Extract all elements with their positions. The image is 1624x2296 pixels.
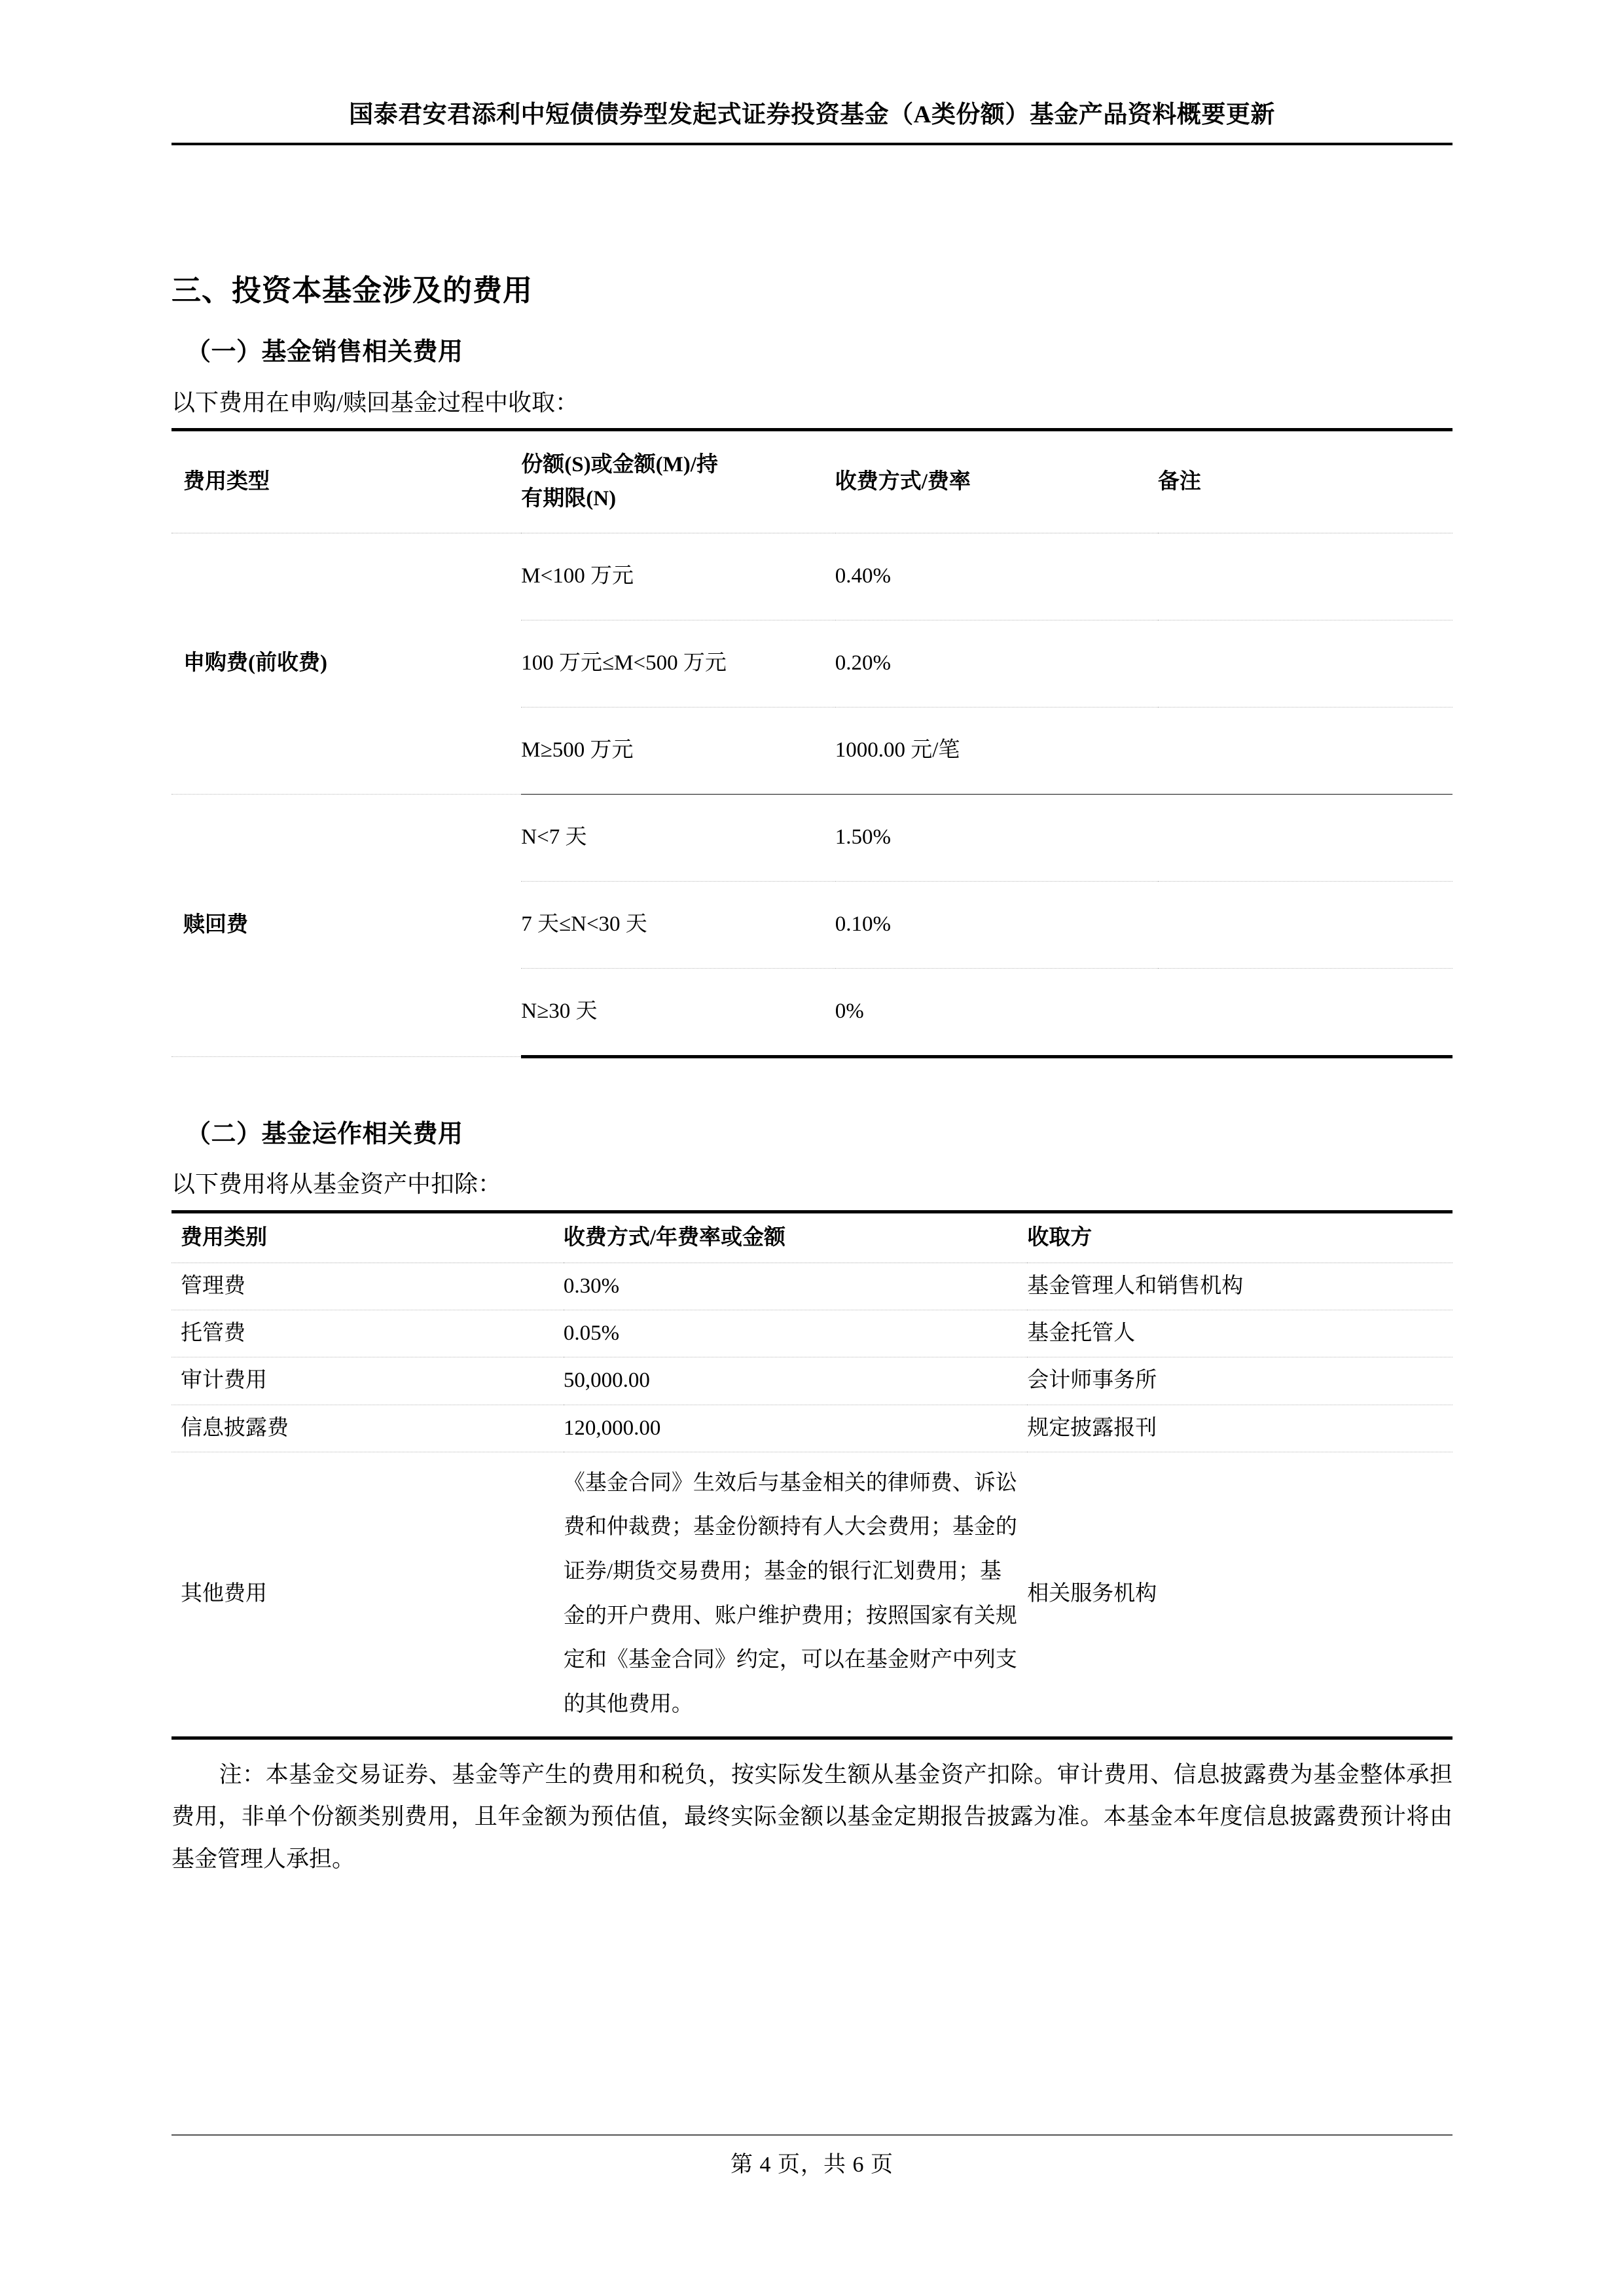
column-header-remark: 备注	[1158, 430, 1453, 533]
sales-fees-lead-text: 以下费用在申购/赎回基金过程中收取：	[171, 389, 579, 416]
fee-remark	[1158, 620, 1453, 707]
column-header-line-2: 有期限(N)	[521, 486, 617, 511]
column-header-charge-method-annual-rate: 收费方式/年费率或金额	[564, 1212, 1027, 1263]
table-row	[171, 1310, 1453, 1357]
table-header-row	[171, 1212, 1453, 1263]
fee-category: 托管费	[171, 1310, 564, 1357]
fee-rate-description: 《基金合同》生效后与基金相关的律师费、诉讼费和仲裁费；基金份额持有人大会费用；基金的证券/期货交易费用；基金的银行汇划费用；基金的开户费用、账户维护费用；按照国家有关规定和《基金合同》约定，可以在基金财产中列支的其他费用。	[564, 1452, 1027, 1738]
column-header-fee-type: 费用类型	[171, 430, 521, 533]
fee-condition: N≥30 天	[521, 968, 835, 1056]
fee-category: 审计费用	[171, 1357, 564, 1405]
column-header-line-1: 份额(S)或金额(M)/持	[521, 453, 718, 477]
operation-fees-table	[171, 1210, 1453, 1740]
table-header-row	[171, 430, 1453, 533]
fee-payee: 基金管理人和销售机构	[1027, 1263, 1453, 1310]
fee-remark	[1158, 533, 1453, 620]
table-row	[171, 1405, 1453, 1452]
table-row	[171, 1357, 1453, 1405]
table-row	[171, 533, 1453, 620]
fee-category: 信息披露费	[171, 1405, 564, 1452]
column-header-fee-category: 费用类别	[171, 1212, 564, 1263]
fee-condition: M<100 万元	[521, 533, 835, 620]
fee-group-label-purchase: 申购费(前收费)	[171, 533, 521, 794]
document-footer	[171, 2134, 1453, 2178]
header-rule	[171, 143, 1453, 145]
fee-remark	[1158, 968, 1453, 1056]
fee-remark	[1158, 794, 1453, 881]
fee-rate: 1000.00 元/笔	[835, 707, 1158, 794]
operation-fees-lead-text: 以下费用将从基金资产中扣除：	[171, 1171, 502, 1198]
column-header-amount-holding-period	[521, 430, 835, 533]
document-header	[171, 98, 1453, 145]
fee-rate: 50,000.00	[564, 1357, 1027, 1405]
fee-rate: 0.30%	[564, 1263, 1027, 1310]
fee-rate: 0.20%	[835, 620, 1158, 707]
fee-payee: 相关服务机构	[1027, 1452, 1453, 1738]
fee-condition: 7 天≤N<30 天	[521, 881, 835, 968]
subsection-heading-sales-fees: （一）基金销售相关费用	[186, 338, 463, 366]
fee-remark	[1158, 881, 1453, 968]
fee-rate: 0.10%	[835, 881, 1158, 968]
fee-payee: 规定披露报刊	[1027, 1405, 1453, 1452]
document-body	[171, 267, 1453, 1881]
subsection-heading-operation-fees: （二）基金运作相关费用	[186, 1120, 463, 1148]
fee-rate: 0.05%	[564, 1310, 1027, 1357]
sales-fees-table	[171, 428, 1453, 1058]
table-row	[171, 1263, 1453, 1310]
footer-rule	[171, 2134, 1453, 2136]
table-row	[171, 794, 1453, 881]
fee-condition: M≥500 万元	[521, 707, 835, 794]
column-header-charge-method-rate: 收费方式/费率	[835, 430, 1158, 533]
fee-condition: 100 万元≤M<500 万元	[521, 620, 835, 707]
section-heading: 三、投资本基金涉及的费用	[171, 274, 533, 307]
table-row	[171, 1452, 1453, 1738]
document-title: 国泰君安君添利中短债债券型发起式证券投资基金（A类份额）基金产品资料概要更新	[349, 101, 1275, 128]
note-text: 注：本基金交易证券、基金等产生的费用和税负，按实际发生额从基金资产扣除。审计费用、信息披露费为基金整体承担费用，非单个份额类别费用，且年金额为预估值，最终实际金额以基金定期报告披露为准。本基金本年度信息披露费预计将由基金管理人承担。	[171, 1761, 1453, 1873]
fee-payee: 基金托管人	[1027, 1310, 1453, 1357]
fee-category: 其他费用	[171, 1452, 564, 1738]
column-header-payee: 收取方	[1027, 1212, 1453, 1263]
fee-rate: 120,000.00	[564, 1405, 1027, 1452]
page-number: 第 4 页，共 6 页	[731, 2153, 893, 2177]
fee-payee: 会计师事务所	[1027, 1357, 1453, 1405]
operation-fees-note	[171, 1754, 1453, 1881]
fee-condition: N<7 天	[521, 794, 835, 881]
fee-remark	[1158, 707, 1453, 794]
fee-rate: 0.40%	[835, 533, 1158, 620]
fee-category: 管理费	[171, 1263, 564, 1310]
fee-rate: 1.50%	[835, 794, 1158, 881]
fee-group-label-redemption: 赎回费	[171, 794, 521, 1056]
fee-rate: 0%	[835, 968, 1158, 1056]
